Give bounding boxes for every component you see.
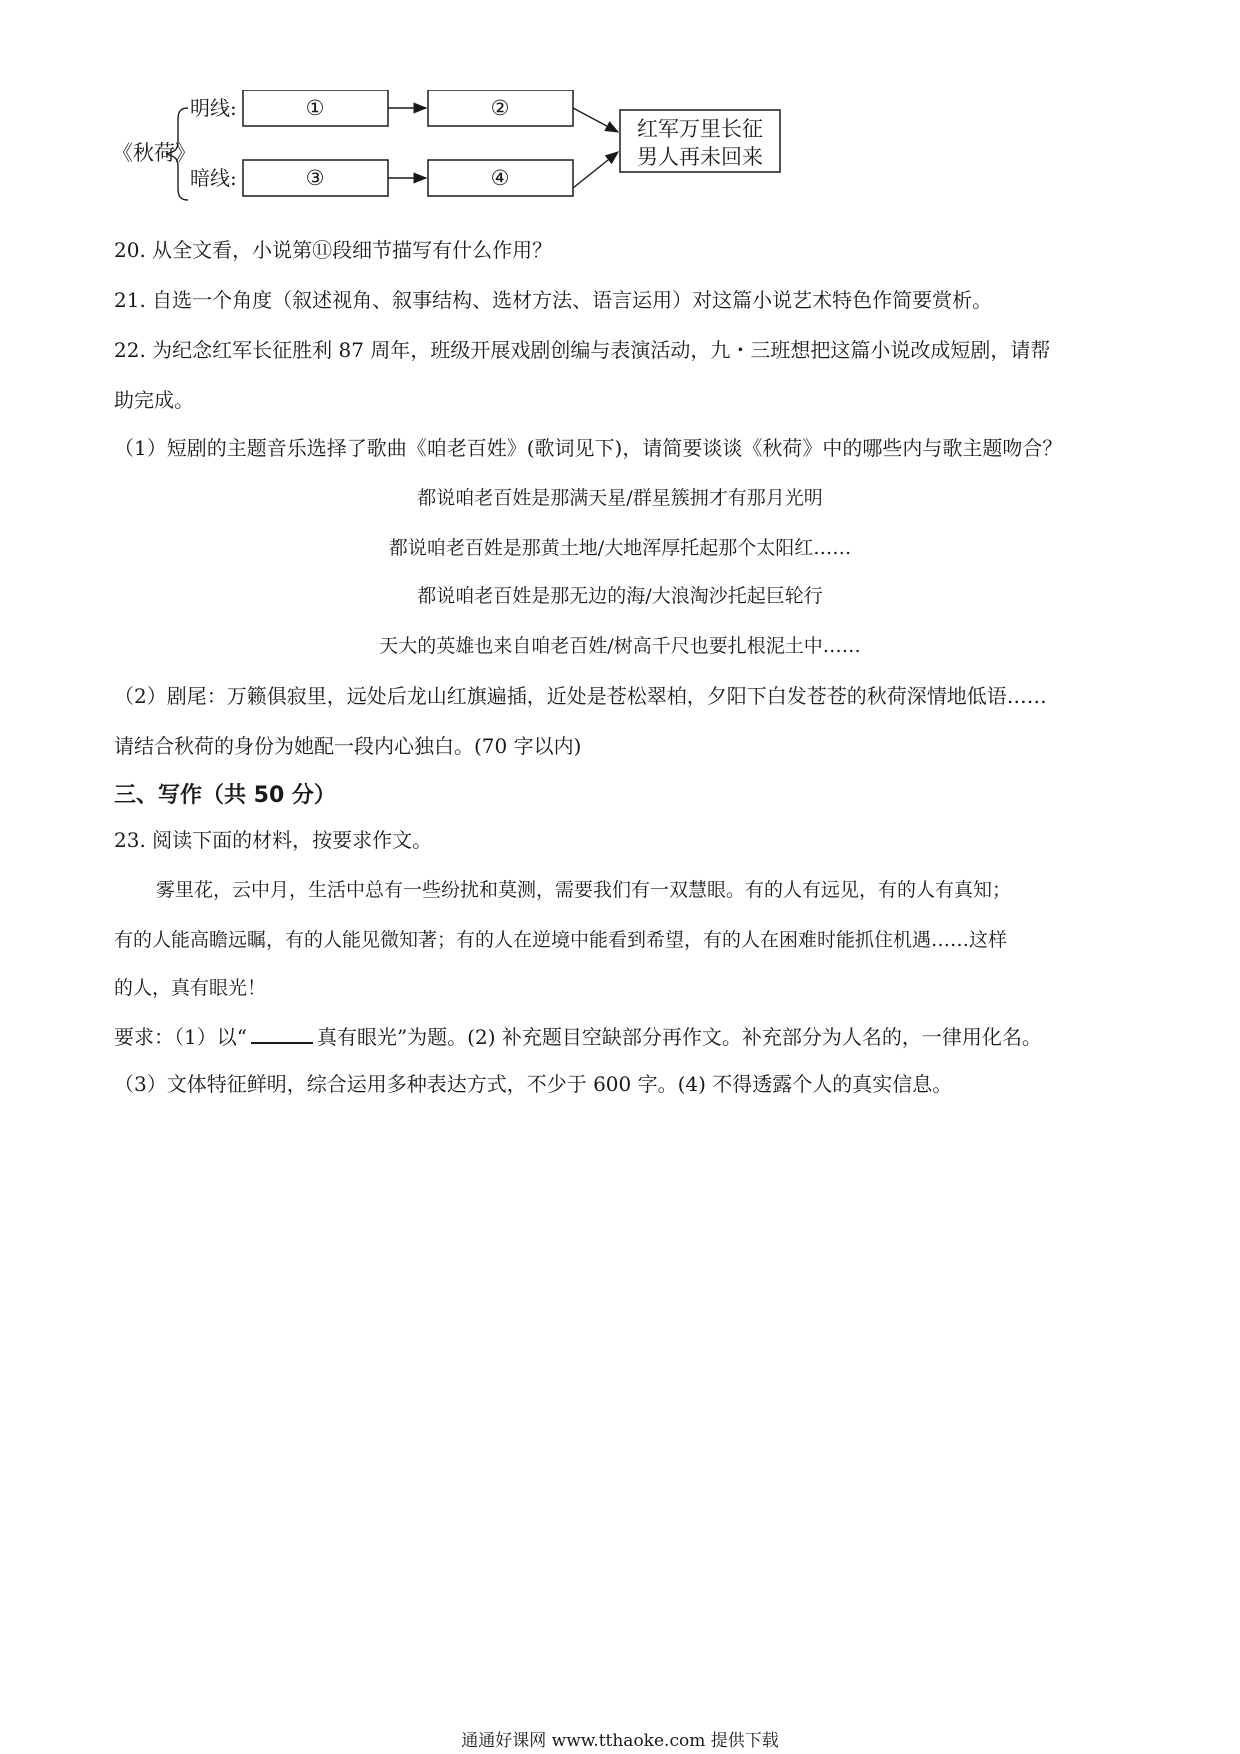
- hidden-line-label: 暗线:: [190, 166, 237, 190]
- lyric-line-4: 天大的英雄也来自咱老百姓/树高千尺也要扎根泥土中……: [379, 635, 861, 657]
- arrow-2-result: [573, 108, 618, 132]
- box-2-label: ②: [490, 96, 510, 120]
- question-22-sub-1: （1）短剧的主题音乐选择了歌曲《咱老百姓》(歌词见下)，请简要谈谈《秋荷》中的哪些内与歌主题吻合？: [114, 436, 1063, 460]
- title-blank: [251, 1024, 313, 1044]
- question-22-line-2: 助完成。: [114, 388, 194, 412]
- question-22-sub-2-line-2: 请结合秋荷的身份为她配一段内心独白。(70 字以内): [114, 734, 582, 758]
- question-22-line-1: 22. 为纪念红军长征胜利 87 周年，班级开展戏剧创编与表演活动，九・三班想把这篇小说改成短剧，请帮: [114, 338, 1051, 362]
- diagram-title: 《秋荷》: [112, 141, 196, 165]
- page-footer: 通通好课网 www.tthaoke.com 提供下载: [461, 1731, 779, 1751]
- box-3-label: ③: [305, 166, 325, 190]
- box-1-label: ①: [305, 96, 325, 120]
- question-20: 20. 从全文看，小说第⑪段细节描写有什么作用？: [114, 238, 553, 262]
- main-line-label: 明线:: [190, 96, 237, 120]
- material-line-3: 的人，真有眼光！: [114, 977, 267, 999]
- requirement-line-1: [114, 1024, 1042, 1049]
- result-line-2: 男人再未回来: [637, 145, 763, 169]
- question-21: 21. 自选一个角度（叙述视角、叙事结构、选材方法、语言运用）对这篇小说艺术特色作简要赏析。: [114, 288, 993, 312]
- material-line-2: 有的人能高瞻远瞩，有的人能见微知著；有的人在逆境中能看到希望，有的人在困难时能抓住机遇……这样: [114, 929, 1008, 951]
- lyric-line-2: 都说咱老百姓是那黄土地/大地浑厚托起那个太阳红……: [388, 537, 852, 559]
- material-line-1: 雾里花，云中月，生活中总有一些纷扰和莫测，需要我们有一双慧眼。有的人有远见，有的人有真知；: [156, 879, 1012, 901]
- structure-diagram: [100, 90, 880, 230]
- arrow-4-result: [573, 152, 618, 188]
- box-4-label: ④: [490, 166, 510, 190]
- result-line-1: 红军万里长征: [637, 117, 763, 141]
- section-3-heading: 三、写作（共 50 分）: [114, 783, 336, 808]
- question-22-sub-2-line-1: （2）剧尾：万籁俱寂里，远处后龙山红旗遍插，近处是苍松翠柏，夕阳下白发苍苍的秋荷深情地低语……: [114, 684, 1047, 708]
- lyric-line-1: 都说咱老百姓是那满天星/群星簇拥才有那月光明: [417, 487, 823, 509]
- requirement-line-2: （3）文体特征鲜明，综合运用多种表达方式，不少于 600 字。(4) 不得透露个人的真实信息。: [114, 1072, 953, 1096]
- requirement-prefix: 要求：（1）以“: [114, 1025, 247, 1049]
- requirement-suffix: 真有眼光”为题。(2) 补充题目空缺部分再作文。补充部分为人名的，一律用化名。: [316, 1025, 1042, 1049]
- lyric-line-3: 都说咱老百姓是那无边的海/大浪淘沙托起巨轮行: [417, 585, 823, 607]
- question-23: 23. 阅读下面的材料，按要求作文。: [114, 828, 433, 852]
